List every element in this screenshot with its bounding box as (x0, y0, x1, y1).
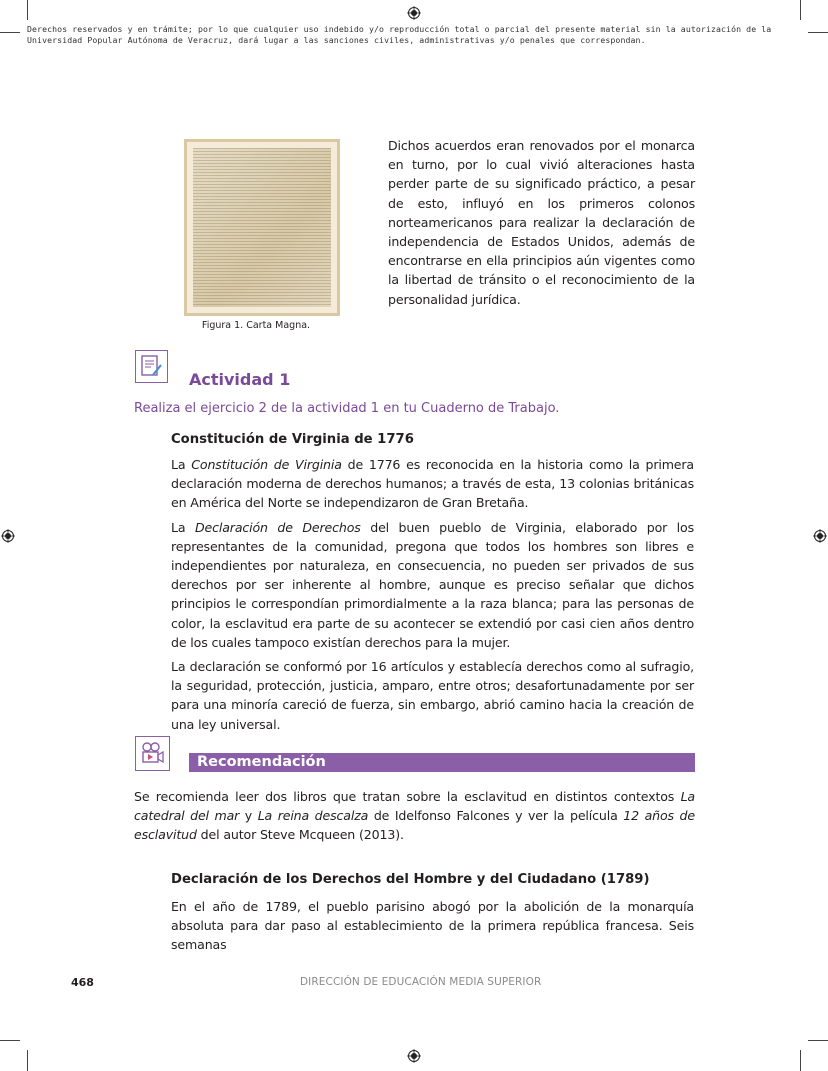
text-span: del autor Steve Mcqueen (2013). (196, 827, 404, 843)
crop-mark (0, 1040, 20, 1041)
footer-title: DIRECCIÓN DE EDUCACIÓN MEDIA SUPERIOR (300, 976, 542, 988)
film-camera-icon (136, 737, 168, 769)
book-title-emphasis: La catedral del mar (134, 789, 695, 824)
recommendation-banner (189, 753, 695, 772)
virginia-paragraph-1 (171, 455, 694, 513)
copyright-notice-line: Universidad Popular Autónoma de Veracruz, dará lugar a las sanciones civiles, administrativas y/o penales que correspondan. (27, 35, 646, 45)
text-span: La (171, 457, 192, 472)
crop-mark (0, 32, 20, 33)
notebook-pencil-icon (136, 351, 166, 381)
text-span: de 1776 es reconocida en la historia como la primera declaración moderna de derechos humanos; a través de esta, 13 colonias británicas en América del Norte se independizaron de Gran Bretaña. (171, 457, 695, 511)
registration-mark-icon (813, 529, 827, 543)
recommendation-text (134, 787, 695, 845)
declaration-heading: Declaración de los Derechos del Hombre y del Ciudadano (1789) (171, 872, 650, 887)
registration-mark-icon (1, 529, 15, 543)
parchment-texture (193, 148, 331, 307)
document-title-emphasis: Constitución de Virginia (191, 457, 342, 472)
carta-magna-image (184, 139, 340, 316)
intro-paragraph: Dichos acuerdos eran renovados por el monarca en turno, por lo cual vivió alteraciones hasta perder parte de su significado práctico, a pesar de esto, influyó en los primeros colonos norteamericanos para realizar la declaración de independencia de Estados Unidos, además de encontrarse en ella principios aún vigentes como la libertad de tránsito o el reconocimiento de la personalidad jurídica. (388, 138, 695, 307)
virginia-heading: Constitución de Virginia de 1776 (171, 432, 414, 447)
document-title-emphasis: Declaración de Derechos (194, 519, 361, 535)
virginia-paragraph-3: La declaración se conformó por 16 artículos y establecía derechos como al sufragio, la seguridad, protección, justicia, amparo, entre otros; desafortunadamente por ser para una minoría careció de fuerza, sin embargo, abrió camino hacia la creación de una ley universal. (171, 659, 694, 732)
crop-mark (800, 0, 801, 20)
activity-title: Actividad 1 (189, 370, 291, 389)
copyright-notice-line: Derechos reservados y en trámite; por lo que cualquier uso indebido y/o reproducción total o parcial del presente material sin la autorización de la (27, 24, 772, 34)
crop-mark (27, 0, 28, 20)
registration-mark-icon (407, 1049, 421, 1063)
text-span: Se recomienda leer dos libros que tratan sobre la esclavitud en distintos contextos (134, 789, 681, 804)
text-span: La (171, 519, 195, 535)
film-title-emphasis: 12 años de esclavitud (134, 808, 695, 843)
recommendation-title: Recomendación (197, 754, 326, 770)
virginia-paragraph-2 (171, 518, 694, 652)
activity-icon-frame (135, 350, 168, 383)
crop-mark (808, 1040, 828, 1041)
text-span: del buen pueblo de Virginia, elaborado por los representantes de la comunidad, pregona que todos los hombres son libres e independientes por naturaleza, en consecuencia, no pueden ser privados de sus derechos por ser inherente al hombre, aunque es preciso señalar que dichos principios le correspondían primordialmente a la raza blanca; para las personas de color, la esclavitud era parte de su acontecer se extendió por casi cien años dentro de los cuales tampoco existían derechos para la mujer. (171, 519, 694, 650)
page-number: 468 (71, 976, 94, 989)
declaration-paragraph-1: En el año de 1789, el pueblo parisino abogó por la abolición de la monarquía absoluta para dar paso al establecimiento de la primera república francesa. Seis semanas (171, 899, 694, 953)
crop-mark (800, 1050, 801, 1071)
activity-instruction: Realiza el ejercicio 2 de la actividad 1 en tu Cuaderno de Trabajo. (134, 401, 560, 416)
registration-mark-icon (407, 6, 421, 20)
copyright-notice (27, 24, 827, 46)
book-title-emphasis: La reina descalza (257, 808, 369, 824)
recommendation-icon-frame (135, 736, 170, 771)
virginia-body (171, 455, 694, 734)
text-span: y (239, 808, 258, 824)
crop-mark (27, 1050, 28, 1071)
figure-caption: Figura 1. Carta Magna. (201, 320, 311, 331)
text-span: de Idelfonso Falcones y ver la película (368, 808, 624, 824)
